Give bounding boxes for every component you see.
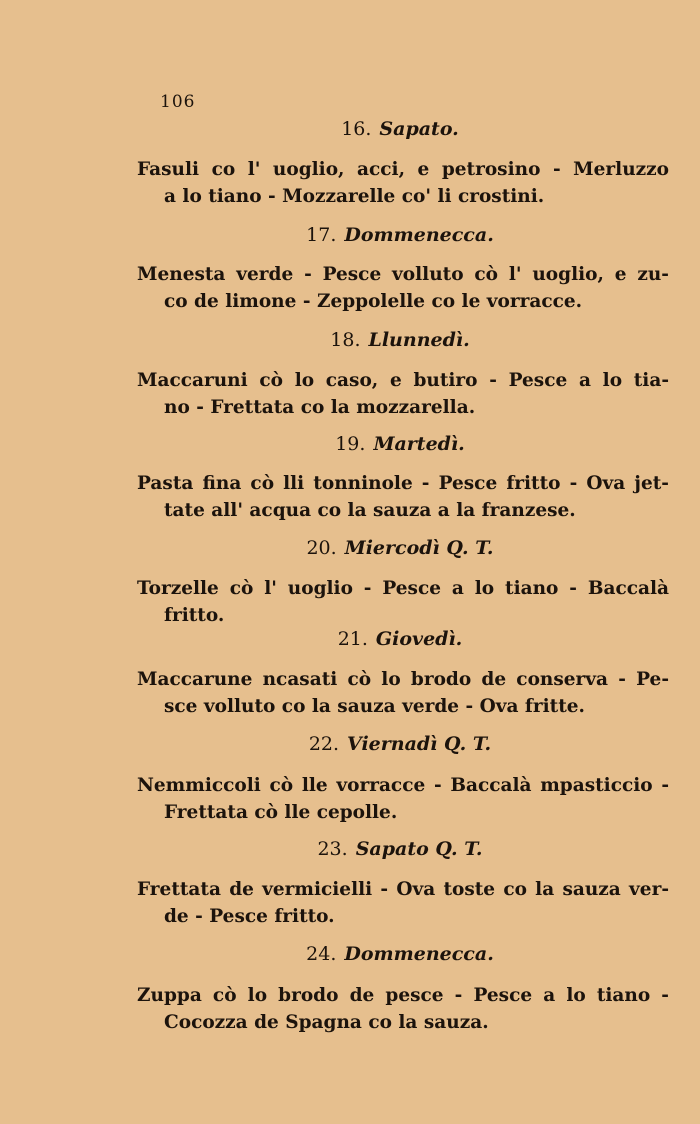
entry-line: Fasuli co l' uoglio, acci, e petrosino - Merluzzo	[137, 159, 669, 180]
menu-entry	[0, 943, 700, 965]
menu-entry	[0, 433, 700, 455]
entry-number: 22.	[308, 733, 340, 755]
entry-line: co de limone - Zeppolelle co le vorracce.	[164, 291, 583, 312]
entry-day: Llunnedì.	[368, 329, 470, 351]
entry-heading	[120, 628, 680, 650]
menu-entry	[0, 118, 700, 140]
entry-day: Martedì.	[373, 433, 465, 455]
entry-text	[137, 156, 669, 210]
entry-heading	[120, 329, 680, 351]
entry-line: Frettata de vermicielli - Ova toste co la sauza ver-	[137, 879, 669, 900]
menu-entry	[0, 838, 700, 860]
entry-line: a lo tiano - Mozzarelle co' li crostini.	[164, 186, 545, 207]
entry-day: Sapato Q. T.	[355, 838, 483, 860]
entry-text	[137, 470, 669, 524]
entry-line: Pasta fina cò lli tonninole - Pesce fritto - Ova jet-	[137, 473, 669, 494]
entry-day: Miercodì Q. T.	[344, 537, 494, 559]
entry-line: Maccaruni cò lo caso, e butiro - Pesce a lo tia-	[137, 370, 669, 391]
entry-line: Menesta verde - Pesce volluto cò l' uoglio, e zu-	[137, 264, 669, 285]
entry-text	[137, 367, 669, 421]
entry-number: 21.	[337, 628, 368, 650]
menu-entry	[0, 733, 700, 755]
entry-number: 20.	[306, 537, 337, 559]
entry-number: 19.	[335, 433, 366, 455]
menu-entry	[0, 537, 700, 559]
entry-line: Maccarune ncasati cò lo brodo de conserva - Pe-	[137, 669, 669, 690]
entry-heading	[120, 224, 680, 246]
entry-text	[137, 876, 669, 930]
entry-day: Giovedì.	[375, 628, 463, 650]
entry-heading	[120, 433, 680, 455]
entry-line: no - Frettata co la mozzarella.	[164, 397, 476, 418]
entry-line: Cocozza de Spagna co la sauza.	[164, 1012, 489, 1033]
menu-entry	[0, 224, 700, 246]
entry-line: Zuppa cò lo brodo de pesce - Pesce a lo tiano -	[137, 985, 669, 1006]
entry-number: 17.	[306, 224, 337, 246]
entry-line: Nemmiccoli cò lle vorracce - Baccalà mpasticcio -	[137, 775, 669, 796]
entry-line: Frettata cò lle cepolle.	[164, 802, 398, 823]
entry-number: 23.	[317, 838, 348, 860]
menu-entry	[0, 329, 700, 351]
entry-text	[137, 772, 669, 826]
entry-text	[137, 261, 669, 315]
entry-text	[137, 982, 669, 1036]
entry-line: Torzelle cò l' uoglio - Pesce a lo tiano - Baccalà	[137, 578, 669, 599]
entry-number: 18.	[330, 329, 361, 351]
entry-day: Dommenecca.	[344, 943, 494, 965]
entry-line: tate all' acqua co la sauza a la franzese.	[164, 500, 576, 521]
entry-number: 16.	[341, 118, 372, 140]
entry-line: fritto.	[164, 605, 225, 626]
entry-heading	[120, 733, 680, 755]
entry-heading	[120, 118, 680, 140]
entry-heading	[120, 537, 680, 559]
entry-number: 24.	[306, 943, 337, 965]
entry-day: Viernadì Q. T.	[347, 733, 492, 755]
entry-heading	[120, 943, 680, 965]
menu-entry	[0, 628, 700, 650]
entry-line: de - Pesce fritto.	[164, 906, 335, 927]
entry-text	[137, 666, 669, 720]
entry-text	[137, 575, 669, 629]
entry-line: sce volluto co la sauza verde - Ova fritte.	[164, 696, 585, 717]
entry-heading	[120, 838, 680, 860]
page-number: 106	[160, 92, 196, 112]
entry-day: Sapato.	[379, 118, 459, 140]
entry-day: Dommenecca.	[344, 224, 494, 246]
